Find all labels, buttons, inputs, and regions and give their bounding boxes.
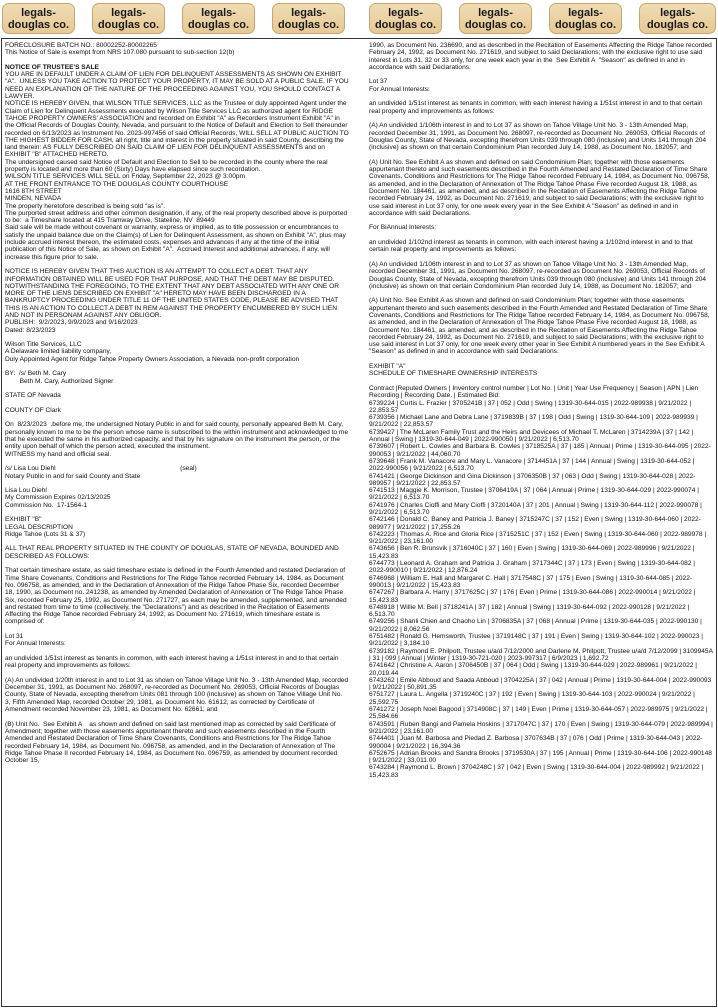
header-tab-band xyxy=(0,0,718,36)
trustee-block: Wilson Title Services, LLC A Delaware limited liability company, Duly Appointed Agent for Ridge Tahoe Property Owners Association, a Nevada non-profit corporation xyxy=(5,341,300,363)
schedule-record: 6747267 | Barbara A. Harry | 3717625C | 37 | 176 | Even | Prime | 1319-30-644-086 | 2022-990014 | 9/21/2022 | 15,423.83 xyxy=(369,589,698,604)
tab-line-1: legals- xyxy=(291,7,326,19)
schedule-record: 6742223 | Thomas A. Rice and Gloria Rice | 3715251C | 37 | 152 | Even | Swing | 1319-30-644-060 | 2022-989978 | 9/21/2022 | 23,161.00 xyxy=(369,530,708,546)
signature-block: BY: /s/ Beth M. Cary Beth M. Cary, Authorized Signer xyxy=(5,370,114,385)
schedule-record: 6752675 | Adrian Brooks and Sandra Brooks | 3719530A | 37 | 195 | Annual | Prime | 1319-30-644-106 | 2022-990148 | 9/21/2022 | 33,011.00 xyxy=(369,749,714,765)
lot-31-heading: Lot 31 For Annual Interests: xyxy=(5,633,66,648)
lot-31-interest: an undivided 1/51st interest as tenants in common, with each interest having a 1/51st interest in and to that certain real property and improvements as follows: xyxy=(5,654,341,670)
schedule-record: 6748918 | Willie M. Bell | 3718241A | 37 | 182 | Annual | Swing | 1319-30-644-092 | 2022-990128 | 9/21/2022 | 6,513.70 xyxy=(369,603,692,619)
lot-31-clause-b: (B) Unit No. See Exhibit A as shown and defined on said last mentioned map as corrected by said Certificate of Amendment; together with those easements appurtenant thereto and such easements described in the Fourth Amended and Restated Declaration of Time Share Covenants, Conditions and Restrictions for The Ridge Tahoe recorded February 14, 1984, as Document No. 096758, as amended, and in the Declaration of Annexation of The Ridge Tahoe Phase II recorded February 14, 1984, as Document No. 096759, as amended by document recorded October 15, xyxy=(5,720,340,765)
tab-line-2: douglas co. xyxy=(187,19,250,31)
lot-31-clause-b-continued: 1990, as Document No. 236690, and as described in the Recitation of Easements Affecting the Ridge Tahoe recorded February 24, 1992, as Document No. 271619, and subject to said Declarations; with the exclusive right to use said interest in Lots 31, 32 or 33 only, for one week each year in the See Exhibit A "Season" as defined in and in accordance with said Declarations. xyxy=(369,42,714,71)
exhibit-b-heading: EXHIBIT "B" LEGAL DESCRIPTION Ridge Tahoe (Lots 31 & 37) xyxy=(5,516,86,538)
lot-37-annual-clause-a: (A) An undivided 1/106th interest in and to Lot 37 as shown on Tahoe Village Unit No. 3 - 13th Amended Map, recorded December 31, 1991, as Document No. 268097, re-recorded as Document No. 269053, Official Records of Douglas County, State of Nevada, excepting therefrom Units 039 through 080 (inclusive) and Units 141 through 204 (inclusive) as shown on that certain Condominium Plan recorded July 14, 1988, as Document No. 182057; and xyxy=(369,122,708,152)
lot-37-heading: Lot 37 For Annual Interests: xyxy=(369,78,430,93)
schedule-record: 6739224 | Curtis L. Frazier | 3705241B | 37 | 052 | Odd | Swing | 1319-30-644-015 | 2022-989938 | 9/21/2022 | 22,853.57 xyxy=(369,399,693,414)
schedule-record: 6741976 | Charles Cioffi and Mary Cioffi | 3720140A | 37 | 201 | Annual | Swing | 1319-30-644-112 | 2022-990078 | 9/21/2022 | 6,513.70 xyxy=(369,501,704,516)
notary-acknowledgment: On 8/23/2023 ,before me, the undersigned Notary Public in and for said county, personally appeared Beth M. Cary, personally known to me to be the person whose name is subscribed to the within instrument and acknowledged to me that he executed the same in his authorized capacity, and that by his signature on the instrument the person, or the entity upon behalf of which the person acted, executed the instrument. WITNESS my hand and official seal. xyxy=(5,421,349,458)
tab-line-1: legals- xyxy=(21,7,56,19)
tab-line-2: douglas co. xyxy=(646,19,709,31)
tab-line-2: douglas co. xyxy=(97,19,160,31)
schedule-records xyxy=(369,400,713,779)
header-tab[interactable] xyxy=(639,3,716,34)
schedule-record: 6749256 | Shanli Chien and Chaoho Lin | 3706835A | 37 | 068 | Annual | Prime | 1319-30-644-035 | 2022-990130 | 9/21/2022 | 8,062.56 xyxy=(369,618,704,633)
tab-line-2: douglas co. xyxy=(7,19,70,31)
timeshare-definition: That certain timeshare estate, as said timeshare estate is defined in the Fourth Amended and restated Declaration of Time Share Covenants, Conditions and Restrictions for The Ridge Tahoe recorded February 14, 1984, as Document No. 096758, as amended, and in the Declaration of Annexation of the Ridge Tahoe Phase Six, recorded December 18, 1990, as Document no. 241238, as amended by Amended Declaration of Annexation of The Ridge Tahoe Phase Six, recorded February 25, 1992, as Document No. 271727, as each may be amended, supplemented, and amended and restated from time to time (collectively, the "Declarations") and as described in the Recitation of Easements Affecting the Ridge Tahoe recorded February 24, 1992, as Document No. 271619, which timeshare estate is comprised of: xyxy=(5,567,349,626)
schedule-record: 6739427 | The McLaren Family Trust and the Heirs and Devicees of Michael T. McLaren | 3714239A | 37 | 142 | Annual | Swing | 1319-30-644-049 | 2022-990050 | 9/21/2022 | 6,513.70 xyxy=(369,428,695,444)
county-line: COUNTY OF Clark xyxy=(5,406,61,414)
tab-line-2: douglas co. xyxy=(374,19,437,31)
schedule-record: 6744773 | Leonard A. Graham and Patricia J. Graham | 3717344C | 37 | 173 | Even | Swing | 1319-30-644-082 | 2022-990010 | 9/21/2022 | 12,876.24 xyxy=(369,560,697,575)
notary-signature: /s/ Lisa Lou Diehl (seal) Notary Public in and for said County and State xyxy=(5,465,197,480)
tab-line-2: douglas co. xyxy=(464,19,527,31)
tab-line-1: legals- xyxy=(111,7,146,19)
schedule-record: 6746968 | William E. Hall and Margaret C. Hall | 3717548C | 37 | 175 | Even | Swing | 1319-30-644-085 | 2022-990013 | 9/21/2022 | 15,423.83 xyxy=(369,574,693,589)
exhibit-a-heading: EXHIBIT "A" SCHEDULE OF TIMESHARE OWNERSHIP INTERESTS xyxy=(369,363,538,378)
schedule-record: 6744401 | Juan M. Barbosa and Piedad Z. Barbosa | 3707634B | 37 | 076 | Odd | Prime | 1319-30-644-043 | 2022-990004 | 9/21/2022 | 16,394.36 xyxy=(369,735,703,750)
header-tab[interactable] xyxy=(369,3,442,34)
property-situated: ALL THAT REAL PROPERTY SITUATED IN THE COUNTY OF DOUGLAS, STATE OF NEVADA, BOUNDED AND DESCRIBED AS FOLLOWS: xyxy=(5,545,341,560)
tab-line-1: legals- xyxy=(388,7,423,19)
left-column xyxy=(5,42,349,772)
notice-body: YOU ARE IN DEFAULT UNDER A CLAIM OF LIEN FOR DELINQUENT ASSESSMENTS AS SHOWN ON EXHIBIT "A". UNLESS YOU TAKE ACTION TO PROTECT YOUR PROPERTY, IT MAY BE SOLD AT A PUBLIC SALE. IF YOU NEED AN EXPLANATION OF THE NATURE OF THE PROCEEDING AGAINST YOU, YOU SHOULD CONTACT A LAWYER. NOTICE IS HEREBY GIVEN, that WILSON TITLE SERVICES, LLC as the Trustee or duly appointed Agent under the Claim of Lien for Delinquent Assessments executed by Wilson Title Services LLC as authorized agent for RIDGE TAHOE PROPERTY OWNERS' ASSOCIATION and recorded on Exhibit "A" as Recorders Instrument Exhibit "A" in the Official Records of Douglas County, Nevada, and pursuant to the Notice of Default and Election to Sell thereunder recorded on 6/13/2023 as Instrument No. 2023-997456 of said Official Records, WILL SELL AT PUBLIC AUCTION TO THE HIGHEST BIDDER FOR CASH, all right, title and interest in the property situated in said County, describing the land therein: AS FULLY DESCRIBED ON SAID CLAIM OF LIEN FOR DELINQUENT ASSESSMENTS and on EXHIBIT "B" ATTACHED HERETO. The undersigned caused said Notice of Default and Election to Sell to be recorded in the county where the real property is located and more than 60 (Sixty) Days have elapsed since such recordation. WILSON TITLE SERVICES WILL SELL on Friday, September 22, 2023 @ 3:00pm AT THE FRONT ENTRANCE TO THE DOUGLAS COUNTY COURTHOUSE 1616 8TH STREET MINDEN, NEVADA The property heretofore described is being sold "as is". The purported street address and other common designation, if any, of the real property described above is purported to be: a Timeshare located at 415 Tramway Drive, Stateline, NV 89449 Said sale will be made without covenant or warranty, express or implied, as to title possession or encumbrances to satisfy the unpaid balance due on the Claim(s) of Lien for Delinquent Assessment, as shown on Exhibit "A", plus may include accrued interest thereon, the estimated costs, expenses and advances if any at the time of the initial publication of this Notice of Sale, as shown on Exhibit "A". Accrued Interest and additional advances, if any, will increase this figure prior to sale. xyxy=(5,71,349,261)
right-column xyxy=(369,42,713,779)
header-tab[interactable] xyxy=(92,3,165,34)
schedule-record: 6739182 | Raymond E. Philpott, Trustee u/a/d 7/12/2000 and Darlene M. Philpott, Trustee u/a/d 7/12/2099 | 3109945A | 31 | 099 | Annual | Winter | 1319-30-721-020 | 2023-997317 | 6/9/2023 | 1,692.72 xyxy=(369,647,715,662)
schedule-record: 6743591 | Ruben Bangi and Pamela Hoskins | 3717047C | 37 | 170 | Even | Swing | 1319-30-644-079 | 2022-989994 | 9/21/2022 | 23,161.00 xyxy=(369,720,715,735)
schedule-record: 6741272 | Joseph Noel Bagood | 3714908C | 37 | 149 | Even | Prime | 1319-30-644-057 | 2022-989975 | 9/21/2022 | 25,584.66 xyxy=(369,706,710,721)
tab-line-1: legals- xyxy=(568,7,603,19)
schedule-record: 6741642 | Christine A. Aaron | 3706450B | 37 | 064 | Odd | Swing | 1319-30-644-029 | 2022-989961 | 9/21/2022 | 20,019.44 xyxy=(369,662,699,677)
tab-line-1: legals- xyxy=(660,7,695,19)
biannual-unit-clause: (A) Unit No. See Exhibit A as shown and defined on said Condominium Plan; together with those easements appurtenant thereto and such easements described in the Fourth Amended and Restated Declaration of Time Share Covenants, Conditions and Restrictions for The Ridge Tahoe recorded February 14, 1984, as Document No. 096758, as amended, and in the Declaration of Annexation of The Ridge Tahoe Phase Five recorded August 18, 1988, as Document No. 184461, as amended, and as described in the Recitation of Easements Affecting the Ridge Tahoe recorded February 24, 1992, as Document No. 271619, and subject to said Declarations; with the exclusive right to use said interest in Lot 37 only, for one week every other year in See Exhibit A numbered years in the See Exhibit A "Season" as defined in and in accordance with said Declarations. xyxy=(369,297,712,356)
schedule-record: 6742146 | Donald C. Baney and Patricia J. Baney | 3715247C | 37 | 152 | Even | Swing | 1319-30-644-060 | 2022-989977 | 9/21/2022 | 17,255.26 xyxy=(369,516,701,531)
biannual-heading: For BiAnnual Interests: xyxy=(369,224,437,232)
lot-37-annual-interest: an undivided 1/51st interest as tenants in common, with each interest having a 1/51st interest in and to that certain real property and improvements as follows: xyxy=(369,100,705,115)
schedule-record: 6739356 | Michael Lane and Debra Lane | 3719839B | 37 | 198 | Odd | Swing | 1319-30-644-109 | 2022-989939 | 9/21/2022 | 22,853.57 xyxy=(369,414,700,429)
schedule-record: 6739648 | Frank M. Vanacore and Mary L. Vanacore | 3714451A | 37 | 144 | Annual | Swing | 1319-30-644-052 | 2022-990056 | 9/21/2022 | 6,513.70 xyxy=(369,457,697,473)
schedule-record: 6743284 | Raymond L. Brown | 3704248C | 37 | 042 | Even | Swing | 1319-30-644-004 | 2022-989992 | 9/21/2022 | 15,423.83 xyxy=(369,764,706,779)
schedule-record: 6741513 | Maggie K. Morrison, Trustee | 3706419A | 37 | 064 | Annual | Prime | 1319-30-644-029 | 2022-990074 | 9/21/2022 | 6,513.70 xyxy=(369,487,701,502)
notice-title: NOTICE OF TRUSTEE'S SALE xyxy=(5,63,99,71)
biannual-interest: an undivided 1/102nd interest as tenants in common, with each interest having a 1/102nd interest in and to that certain real property and improvements as follows: xyxy=(369,239,695,254)
tab-line-1: legals- xyxy=(478,7,513,19)
tab-line-1: legals- xyxy=(201,7,236,19)
debt-collection-notice: NOTICE IS HEREBY GIVEN THAT THIS AUCTION IS AN ATTEMPT TO COLLECT A DEBT. THAT ANY INFORMATION OBTAINED WILL BE USED FOR THAT PURPOSE, AND THAT THE DEBT MAY BE DISPUTED. NOTWITHSTANDING THE FOREGOING, TO THE EXTENT THAT ANY DEBT ASSOCIATED WITH ANY ONE OR MORE OF THE LIENS DESCRIBED ON EXHIBIT "A" HERETO MAY HAVE BEEN DISCHARGED IN A BANKRUPTCY PROCEEDING UNDER TITLE 11 OF THE UNITED STATES CODE, PLEASE BE ADVISED THAT THIS IS AN ACTION TO COLLECT A DEBT IN REM AGAINST THE PROPERTY ENCUMBERED BY SUCH LIEN AND NOT IN PERSONAM AGAINST ANY OBLIGOR. PUBLISH: 9/2/2023, 9/9/2023 and 9/16/2023 Dated: 8/23/2023 xyxy=(5,268,340,334)
header-tab[interactable] xyxy=(459,3,532,34)
lot-37-annual-unit-clause: (A) Unit No. See Exhibit A as shown and defined on said Condominium Plan; together with those easements appurtenant thereto and such easements described in the Fourth Amended and Restated Declaration of Time Share Covenants, Conditions and Restrictions for The Ridge Tahoe recorded February 14, 1984, as Document No. 096758, as amended, and in the Declaration of Annexation of The Ridge Tahoe Phase Five recorded August 18, 1988, as Document No. 184461, as amended, and as described in the Recitation of Easements Affecting the Ridge Tahoe recorded February 24, 1992, as Document No. 271619, and subject to said Declarations; with the exclusive right to use said interest in Lot 37 only, for one week every year in the See Exhibit A "Season" as defined in and in accordance with said Declarations. xyxy=(369,158,712,217)
biannual-clause-a: (A) An undivided 1/106th interest in and to Lot 37 as shown on Tahoe Village Unit No. 3 - 13th Amended Map, recorded December 31, 1991, as Document No. 268097, re-recorded as Document No. 269053, Official Records of Douglas County, State of Nevada, excepting therefrom Units 039 through 080 (inclusive) and Units 141 through 204 (inclusive) as shown on that certain Condominium Plan recorded July 14, 1988, as Document No. 182057; and xyxy=(369,260,708,290)
header-tab[interactable] xyxy=(549,3,622,34)
header-tab[interactable] xyxy=(272,3,345,34)
tab-line-2: douglas co. xyxy=(554,19,617,31)
schedule-record: 6739607 | Robert L. Cowles and Barbara B. Cowles | 3718525A | 37 | 185 | Annual | Prime | 1319-30-644-095 | 2022-990053 | 9/21/2022 | 44,060.70 xyxy=(369,443,711,458)
schedule-header: Contract |Reputed Owners | Inventory control number | Lot No. | Unit | Year Use Frequency | Season | APN | Lien Recording | Recording Date. | Estimated Bid: xyxy=(369,384,701,400)
schedule-record: 6743656 | Ben R. Brunsvik | 3716040C | 37 | 160 | Even | Swing | 1319-30-644-069 | 2022-989996 | 9/21/2022 | 15,423.83 xyxy=(369,545,697,560)
header-tab[interactable] xyxy=(2,3,75,34)
schedule-record: 6743262 | Emile Abboud and Saada Abboud | 3704225A | 37 | 042 | Annual | Prime | 1319-30-644-004 | 2022-990093 | 9/21/2022 | 50,891.35 xyxy=(369,676,714,692)
notary-commission: Lisa Lou Diehl My Commission Expires 02/13/2025 Commission No. 17-1564-1 xyxy=(5,487,111,509)
schedule-record: 6751727 | Laura L. Angella | 3719240C | 37 | 192 | Even | Swing | 1319-30-644-103 | 2022-990024 | 9/21/2022 | 25,592.75 xyxy=(369,691,697,706)
state-line: STATE OF Nevada xyxy=(5,392,61,400)
batch-info: FORECLOSURE BATCH NO.: 80002252-80002265 This Notice of Sale is exempt from NRS 107.080 pursuant to sub-section 12(b) xyxy=(5,42,235,57)
schedule-record: 6741421 | George Dickinson and Gina Dickinson | 3706350B | 37 | 063 | Odd | Swing | 1319-30-644-028 | 2022-989957 | 9/21/2022 | 22,853.57 xyxy=(369,472,696,487)
lot-31-clause-a: (A) An undivided 1/20th interest in and to Lot 31 as shown on Tahoe Village Unit No. 3 - 13th Amended Map, recorded December 31, 1991, as Document No. 268097, re-recorded as Document No. 269053, Official Records of Douglas County, State of Nevada, excepting therefrom Units 081 through 100 (inclusive) as shown on Tahoe Village Unit No. 3, Fifth Amended Map, recorded October 29, 1981, as Document No. 61612, as corrected by Certificate of Amendment recorded November 23, 1981, as Document No. 62661; and xyxy=(5,676,351,714)
header-tab[interactable] xyxy=(182,3,255,34)
tab-line-2: douglas co. xyxy=(277,19,340,31)
schedule-record: 6751482 | Ronald G. Hemsworth, Trustee | 3719148C | 37 | 191 | Even | Swing | 1319-30-644-102 | 2022-990023 | 9/21/2022 | 3,184.10 xyxy=(369,633,705,648)
